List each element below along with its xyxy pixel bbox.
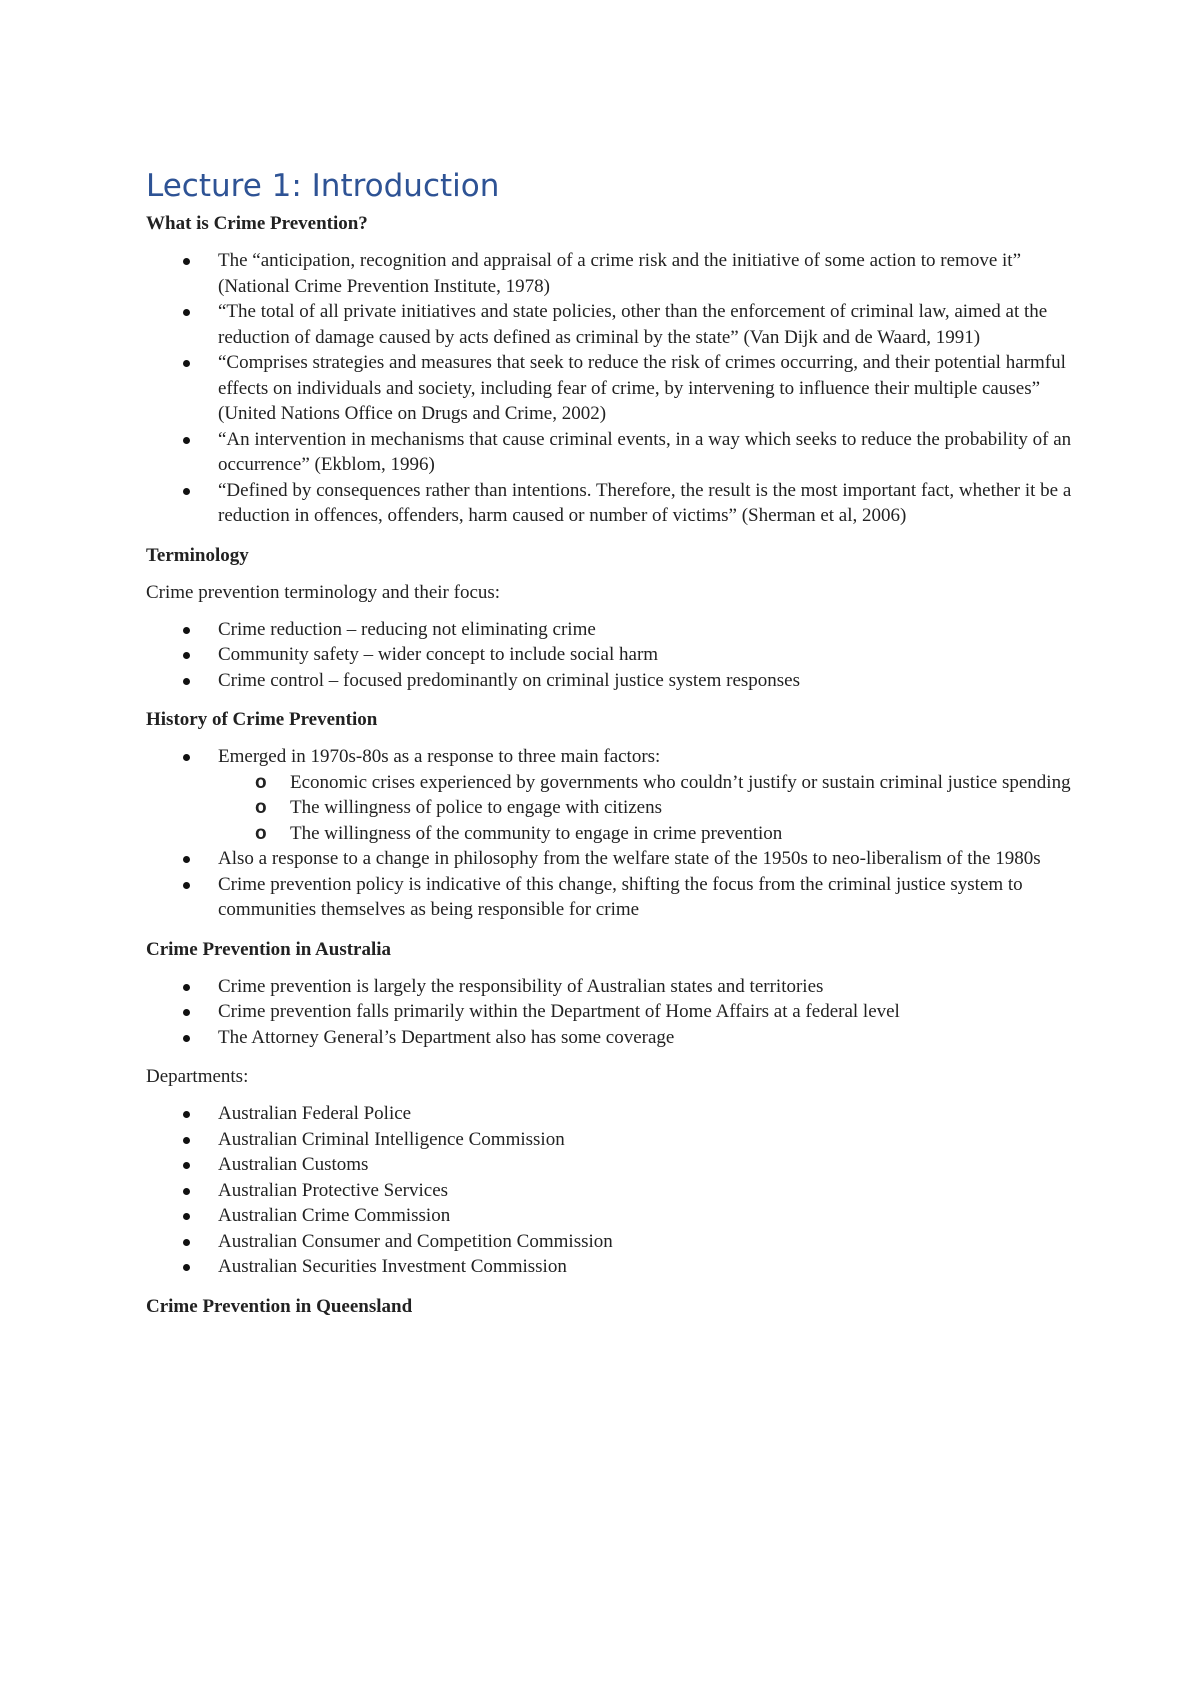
heading-australia: Crime Prevention in Australia [146,938,392,960]
list-item: The “anticipation, recognition and appraisal of a crime risk and the initiative of some action to remove it” (National Crime Prevention Institute, 1978) [146,248,1076,299]
list-item: Crime reduction – reducing not eliminating crime [146,617,1076,643]
document-page [146,168,1076,1331]
list-item: Australian Crime Commission [146,1203,1076,1229]
terminology-list [146,617,1076,694]
bullet-icon [183,882,190,889]
history-sub-list [218,770,1076,847]
bullet-icon [183,1111,190,1118]
definitions-list [146,248,1076,529]
history-list [146,744,1076,923]
bullet-icon [183,488,190,495]
heading-what-is-crime-prevention: What is Crime Prevention? [146,213,368,235]
sub-list-item: o The willingness of the community to engage in crime prevention [218,821,1076,847]
bullet-icon [183,652,190,659]
bullet-icon [183,627,190,634]
bullet-icon [183,1009,190,1016]
list-item: Australian Criminal Intelligence Commission [146,1127,1076,1153]
list-item: Australian Consumer and Competition Commission [146,1229,1076,1255]
bullet-icon [183,309,190,316]
circle-bullet-icon: o [255,797,267,819]
bullet-icon [183,360,190,367]
bullet-icon [183,984,190,991]
list-item: Crime control – focused predominantly on criminal justice system responses [146,668,1076,694]
bullet-icon [183,1035,190,1042]
sub-list-item: o Economic crises experienced by governments who couldn’t justify or sustain criminal justice spending [218,770,1076,796]
list-item: Community safety – wider concept to include social harm [146,642,1076,668]
list-item: “Defined by consequences rather than intentions. Therefore, the result is the most important fact, whether it be a reduction in offences, offenders, harm caused or number of victims” (Sherman et al, 2006) [146,478,1076,529]
list-item: Crime prevention falls primarily within the Department of Home Affairs at a federal level [146,999,1076,1025]
heading-history: History of Crime Prevention [146,709,378,731]
circle-bullet-icon: o [255,822,267,844]
page-title: Lecture 1: Introduction [146,168,500,204]
list-item: Australian Customs [146,1152,1076,1178]
bullet-icon [183,437,190,444]
circle-bullet-icon: o [255,771,267,793]
bullet-icon [183,1213,190,1220]
bullet-icon [183,1239,190,1246]
list-item: “Comprises strategies and measures that seek to reduce the risk of crimes occurring, and their potential harmful effects on individuals and society, including fear of crime, by intervening to influence their multiple causes” (United Nations Office on Drugs and Crime, 2002) [146,350,1076,427]
bullet-icon [183,1188,190,1195]
bullet-icon [183,258,190,265]
list-item: Crime prevention is largely the responsibility of Australian states and territories [146,974,1076,1000]
bullet-icon [183,1162,190,1169]
bullet-icon [183,1137,190,1144]
bullet-icon [183,1264,190,1271]
list-item: Australian Federal Police [146,1101,1076,1127]
list-item: “An intervention in mechanisms that cause criminal events, in a way which seeks to reduce the probability of an occurrence” (Ekblom, 1996) [146,427,1076,478]
terminology-intro: Crime prevention terminology and their focus: [146,581,501,603]
list-item: Australian Securities Investment Commission [146,1254,1076,1280]
departments-label: Departments: [146,1066,249,1088]
sub-list-item: o The willingness of police to engage with citizens [218,795,1076,821]
bullet-icon [183,678,190,685]
bullet-icon [183,856,190,863]
bullet-icon [183,754,190,761]
list-item: The Attorney General’s Department also has some coverage [146,1025,1076,1051]
list-item: Also a response to a change in philosophy from the welfare state of the 1950s to neo-liberalism of the 1980s [146,846,1076,872]
departments-list [146,1101,1076,1280]
heading-terminology: Terminology [146,544,249,566]
list-item: Australian Protective Services [146,1178,1076,1204]
list-item: Emerged in 1970s-80s as a response to three main factors: o Economic crises experienced by governments who couldn’t justify or sustain criminal justice spending o The willingness of police to engage with citizens o The willingness of the community to engage in crime prevention [146,744,1076,846]
list-item: Crime prevention policy is indicative of this change, shifting the focus from the criminal justice system to communities themselves as being responsible for crime [146,872,1076,923]
heading-queensland: Crime Prevention in Queensland [146,1295,413,1317]
list-item: “The total of all private initiatives and state policies, other than the enforcement of criminal law, aimed at the reduction of damage caused by acts defined as criminal by the state” (Van Dijk and de Waard, 1991) [146,299,1076,350]
australia-list [146,974,1076,1051]
